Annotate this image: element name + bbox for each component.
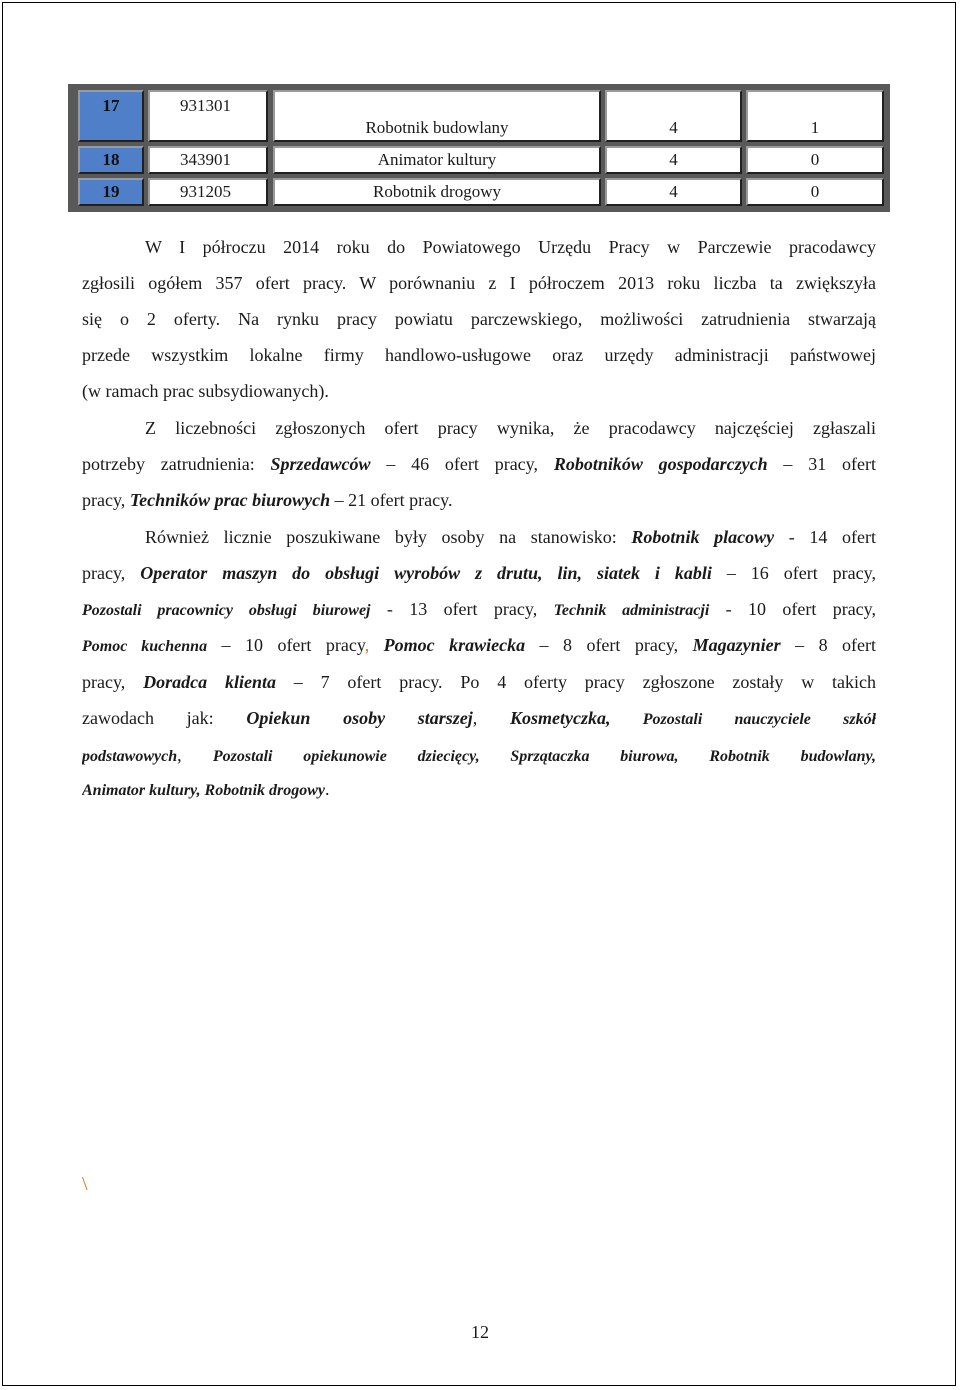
text-run: pracy, (82, 490, 130, 510)
text-line (82, 452, 876, 476)
text-run: – 7 ofert pracy. Po 4 oferty pracy zgłoszone zostały w takich (275, 672, 876, 692)
text-line: (w ramach prac subsydiowanych). (82, 381, 329, 401)
text-run: potrzeby zatrudnienia: (82, 454, 271, 474)
text-run: – 8 ofert (780, 635, 876, 655)
text-run: Również licznie poszukiwane były osoby na stanowisko: (145, 527, 632, 547)
occupation-emphasis: Technik administracji (553, 602, 710, 619)
text-run: - 14 ofert (774, 527, 876, 547)
text-line (82, 706, 876, 730)
code-cell: 343901 (148, 146, 268, 174)
text-line: przede wszystkim lokalne firmy handlowo-usługowe oraz urzędy administracji państwowej (82, 345, 876, 365)
occupation-emphasis: Techników prac biurowych (129, 490, 331, 510)
occupation-emphasis: Pozostali opiekunowie dziecięcy, (212, 748, 480, 765)
occupation-emphasis: podstawowych (82, 748, 178, 765)
offers-count-cell: 4 (605, 146, 742, 174)
offers-count-cell: 4 (605, 90, 742, 142)
text-run: . (325, 779, 330, 799)
occupation-emphasis: Operator maszyn do obsługi wyrobów z drutu, lin, siatek i kabli (140, 563, 712, 583)
occupation-emphasis: Pomoc krawiecka (369, 635, 526, 655)
filled-count-cell: 0 (746, 178, 884, 206)
occupation-emphasis: Robotników gospodarczych (553, 454, 768, 474)
occupation-emphasis: Pozostali nauczyciele szkół (610, 711, 876, 728)
occupation-emphasis: Animator kultury, Robotnik drogowy (82, 782, 326, 799)
row-number-cell: 19 (78, 178, 144, 206)
text-run: - 13 ofert pracy, (370, 599, 554, 619)
offers-table (68, 84, 890, 212)
occupation-cell: Robotnik drogowy (273, 178, 601, 206)
text-run: , (472, 708, 511, 728)
text-line: Z liczebności zgłoszonych ofert pracy wynika, że pracodawcy najczęściej zgłaszali (145, 418, 876, 438)
orange-comma: , (364, 635, 370, 655)
occupation-emphasis: Sprzątaczka biurowa, (479, 748, 679, 765)
text-run: , (177, 745, 213, 765)
code-cell: 931301 (148, 90, 268, 142)
row-number-cell: 18 (78, 146, 144, 174)
filled-count-cell: 0 (746, 146, 884, 174)
occupation-emphasis: Robotnik placowy (631, 527, 775, 547)
text-line (82, 597, 876, 621)
filled-count-cell: 1 (746, 90, 884, 142)
occupation-emphasis: Pozostali pracownicy obsługi biurowej (82, 602, 371, 619)
text-run: – 21 ofert pracy. (330, 490, 453, 510)
text-run: – 8 ofert pracy, (525, 635, 693, 655)
text-run: – 10 ofert pracy (207, 635, 365, 655)
occupation-emphasis: Kosmetyczka, (510, 708, 611, 728)
text-line (82, 777, 876, 801)
page-number: 12 (471, 1322, 489, 1342)
text-run: pracy, (82, 672, 144, 692)
text-line: się o 2 oferty. Na rynku pracy powiatu parczewskiego, możliwości zatrudnienia stwarzają (82, 309, 876, 329)
occupation-emphasis: Robotnik budowlany, (678, 748, 876, 765)
row-number-cell: 17 (78, 90, 144, 142)
occupation-emphasis: Pomoc kuchenna (82, 638, 208, 655)
text-line (82, 633, 876, 657)
occupation-cell: Robotnik budowlany (273, 90, 601, 142)
occupation-emphasis: Sprzedawców (270, 454, 371, 474)
text-line: zgłosili ogółem 357 ofert pracy. W porównaniu z I półroczem 2013 roku liczba ta zwiększyła (82, 273, 876, 293)
stray-backslash: \ (82, 1173, 88, 1195)
code-cell: 931205 (148, 178, 268, 206)
text-line (82, 488, 876, 512)
offers-count-cell: 4 (605, 178, 742, 206)
text-run: – 16 ofert pracy, (711, 563, 876, 583)
text-line (82, 670, 876, 694)
text-run: - 10 ofert pracy, (709, 599, 876, 619)
text-run: pracy, (82, 563, 141, 583)
text-line (82, 561, 876, 585)
occupation-emphasis: Opiekun osoby starszej (246, 708, 473, 728)
text-line (82, 743, 876, 767)
occupation-emphasis: Doradca klienta (143, 672, 276, 692)
text-line (145, 525, 876, 549)
text-run: zawodach jak: (82, 708, 247, 728)
text-run: – 31 ofert (767, 454, 876, 474)
occupation-emphasis: Magazynier (692, 635, 781, 655)
occupation-cell: Animator kultury (273, 146, 601, 174)
text-run: – 46 ofert pracy, (370, 454, 554, 474)
text-line: W I półroczu 2014 roku do Powiatowego Urzędu Pracy w Parczewie pracodawcy (145, 237, 876, 257)
